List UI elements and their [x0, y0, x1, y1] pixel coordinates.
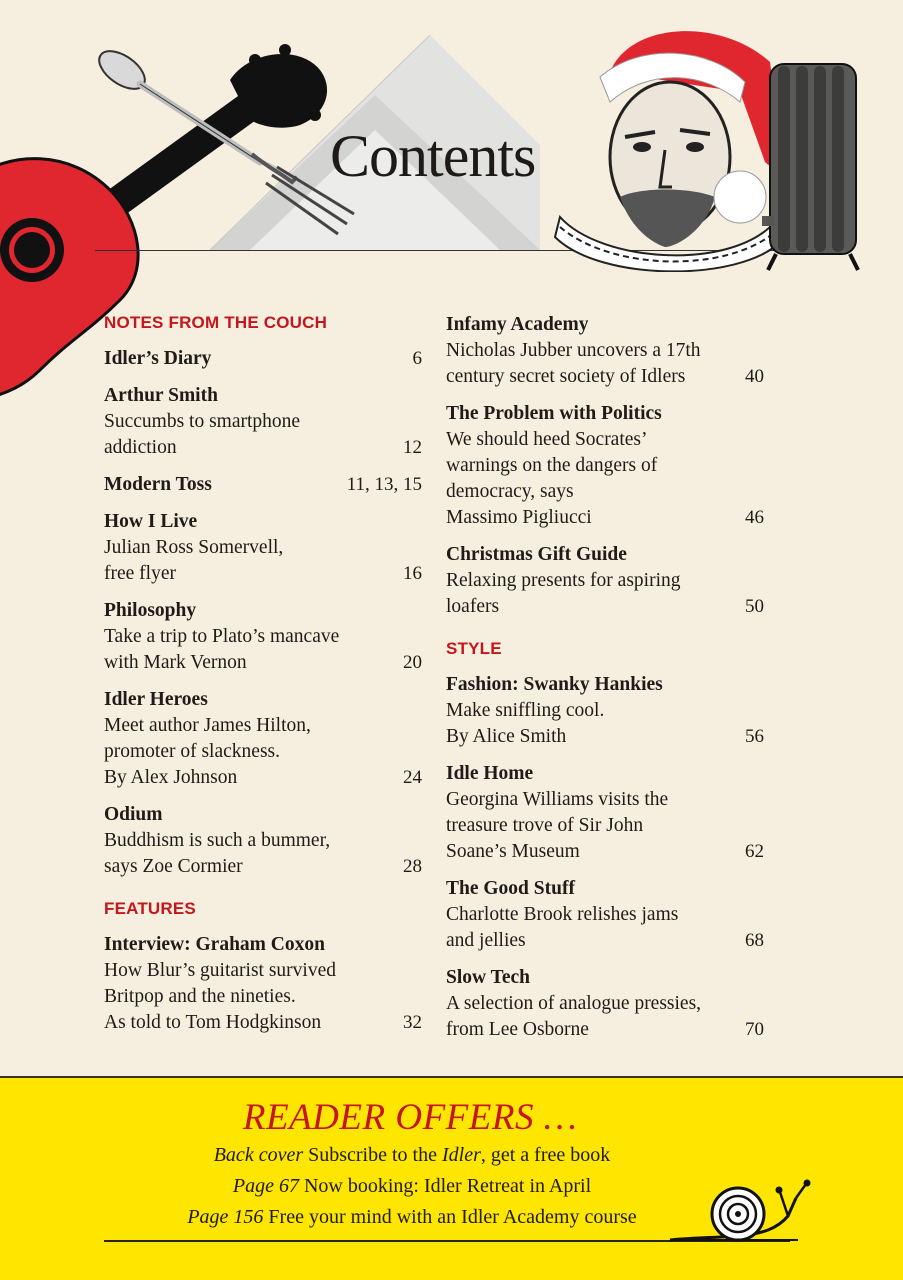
page-number: 16 — [403, 563, 422, 584]
toc-entry[interactable]: Idler’s Diary 6 — [104, 346, 422, 372]
toc-entry[interactable]: How I Live Julian Ross Somervell, free flyer 16 — [104, 509, 422, 587]
page-number: 40 — [745, 366, 764, 387]
fork-icon — [92, 42, 362, 242]
toc-entry[interactable]: The Good Stuff Charlotte Brook relishes jams and jellies 68 — [446, 876, 764, 954]
toc-entry[interactable]: The Problem with Politics We should heed Socrates’ warnings on the dangers of democracy, says Massimo Pigliucci 46 — [446, 401, 764, 531]
page-number: 20 — [403, 652, 422, 673]
offer-line[interactable]: Page 156 Free your mind with an Idler Academy course — [187, 1206, 637, 1228]
page-title: Contents — [330, 123, 536, 189]
toc-entry[interactable]: Odium Buddhism is such a bummer, says Zoe Cormier 28 — [104, 802, 422, 880]
toc-entry[interactable]: Christmas Gift Guide Relaxing presents for aspiring loafers 50 — [446, 542, 764, 620]
toc-entry[interactable]: Philosophy Take a trip to Plato’s mancave with Mark Vernon 20 — [104, 598, 422, 676]
toc-entry[interactable]: Interview: Graham Coxon How Blur’s guitarist survived Britpop and the nineties. As told to Tom Hodgkinson 32 — [104, 932, 422, 1036]
offer-line[interactable]: Back cover Subscribe to the Idler, get a free book — [213, 1144, 611, 1166]
toc-entry[interactable]: Infamy Academy Nicholas Jubber uncovers a 17th century secret society of Idlers 40 — [446, 312, 764, 390]
toc-entry[interactable]: Arthur Smith Succumbs to smartphone addiction 12 — [104, 383, 422, 461]
page-number: 62 — [745, 841, 764, 862]
right-column — [446, 312, 764, 1054]
page-number: 24 — [403, 767, 422, 788]
toc-entry[interactable]: Idle Home Georgina Williams visits the treasure trove of Sir John Soane’s Museum 62 — [446, 761, 764, 865]
page-number: 32 — [403, 1012, 422, 1033]
toc-entry[interactable]: Idler Heroes Meet author James Hilton, promoter of slackness. By Alex Johnson 24 — [104, 687, 422, 791]
snail-icon — [668, 1178, 818, 1248]
section-heading: FEATURES — [104, 899, 196, 918]
toc-entry[interactable]: Modern Toss 11, 13, 15 — [104, 472, 422, 498]
left-column — [104, 312, 422, 1047]
toc-entry[interactable]: Fashion: Swanky Hankies Make sniffling cool. By Alice Smith 56 — [446, 672, 764, 750]
page-number: 46 — [745, 507, 764, 528]
page-number: 6 — [412, 348, 422, 369]
page-number: 68 — [745, 930, 764, 951]
santa-portrait-icon — [540, 22, 790, 272]
reader-offers-title: READER OFFERS … — [242, 1097, 578, 1138]
page-number: 50 — [745, 596, 764, 617]
toc-entry[interactable]: Slow Tech A selection of analogue pressies, from Lee Osborne 70 — [446, 965, 764, 1043]
page-number: 28 — [403, 856, 422, 877]
reader-offers-banner — [0, 1076, 903, 1280]
radiator-icon — [758, 56, 868, 276]
page-number: 12 — [403, 437, 422, 458]
offer-line[interactable]: Page 67 Now booking: Idler Retreat in April — [232, 1175, 592, 1197]
section-heading: NOTES FROM THE COUCH — [104, 313, 328, 332]
page-number: 11, 13, 15 — [346, 474, 422, 495]
page-number: 70 — [745, 1019, 764, 1040]
page-number: 56 — [745, 726, 764, 747]
section-heading: STYLE — [446, 639, 502, 658]
